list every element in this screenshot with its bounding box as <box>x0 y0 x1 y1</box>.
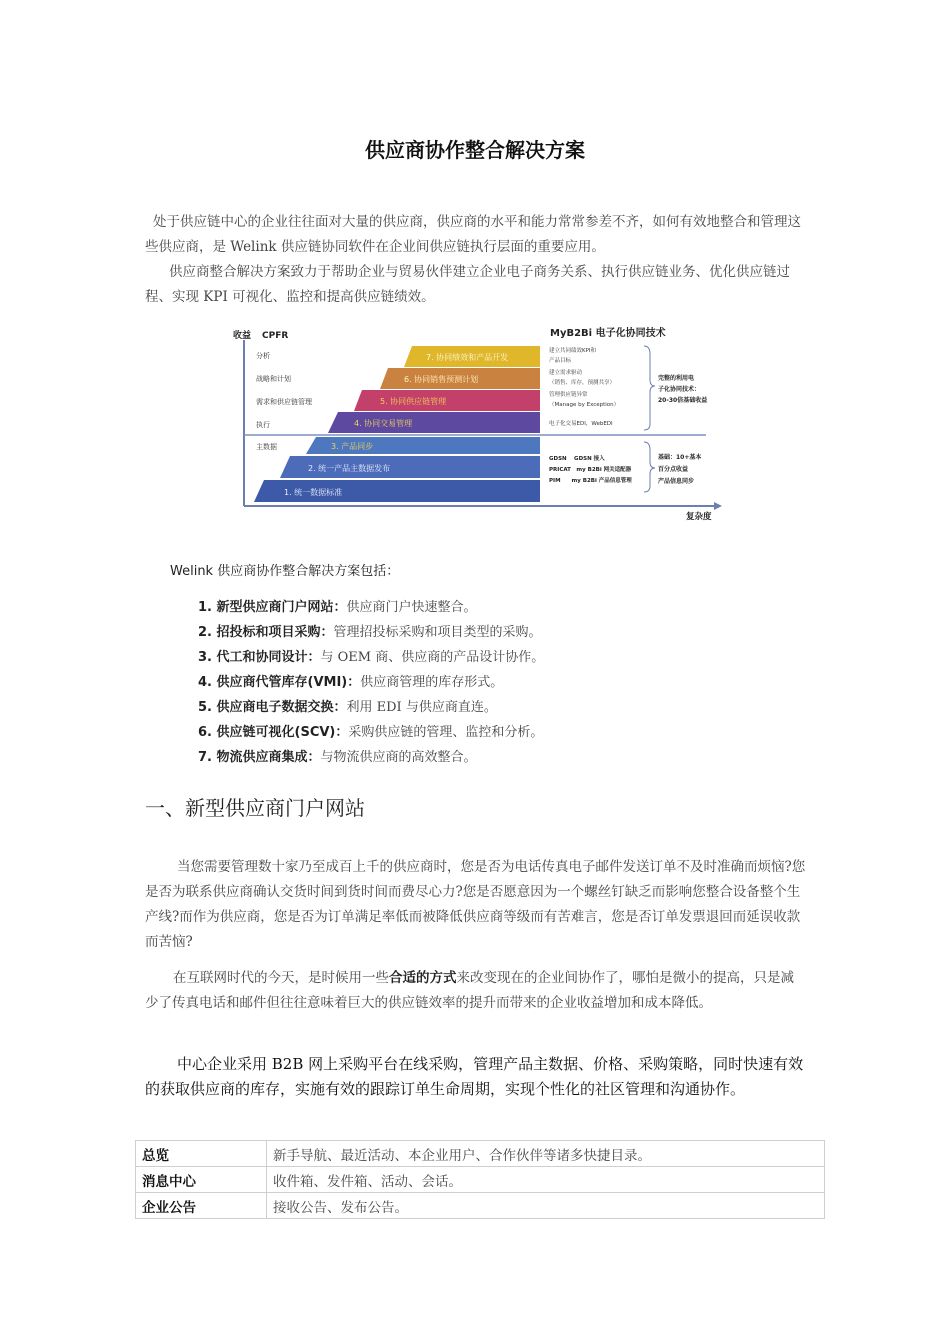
level-label: 主数据 <box>256 443 277 451</box>
upper-summary: 子化协同技术： <box>658 386 701 393</box>
section-heading: 一、新型供应商门户网站 <box>145 796 365 820</box>
upper-note: （销售、库存，预测共享） <box>549 380 616 386</box>
page-title: 供应商协作整合解决方案 <box>365 138 585 162</box>
level-label: 需求和供应链管理 <box>256 398 312 406</box>
step-1-label: 1. 统一数据标准 <box>284 488 343 497</box>
step-6-label: 6. 协同销售预测计划 <box>404 375 479 384</box>
p2-bold-text: 合适的方式 <box>389 970 457 986</box>
table-row-value: 接收公告、发布公告。 <box>267 1193 825 1219</box>
list-item <box>198 745 544 770</box>
lower-note: GDSN GDSN 接入 <box>549 456 605 462</box>
list-item-desc: 供应商管理的库存形式。 <box>360 675 504 690</box>
lower-summary: 百分点收益 <box>658 466 689 473</box>
upper-note: 电子化交易EDI，WebEDI <box>549 421 613 427</box>
lower-note: PRICAT my B2Bi 网关适配器 <box>549 467 632 473</box>
section-paragraph-1: 当您需要管理数十家乃至成百上千的供应商时，您是否为电话传真电子邮件发送订单不及时准确而烦恼?您是否为联系供应商确认交货时间到货时间而费尽心力?您是否愿意因为一个螺丝钉缺乏而影响您整合设备整个生产线?而作为供应商，您是否为订单满足率低而被降低供应商等级而有苦难言，您是否订单发票退回而延误收款而苦恼? <box>145 859 806 950</box>
upper-summary: 20-30倍基础收益 <box>658 397 708 404</box>
list-item-desc: 采购供应链的管理、监控和分析。 <box>348 725 544 740</box>
myb2bi-staircase-diagram <box>228 320 728 525</box>
table-row <box>136 1193 825 1219</box>
table-row <box>136 1141 825 1167</box>
list-item-key: 3. 代工和协同设计： <box>198 650 321 665</box>
table-row <box>136 1167 825 1193</box>
p2-text-before: 在互联网时代的今天，是时候用一些 <box>173 970 389 986</box>
list-item-key: 1. 新型供应商门户网站： <box>198 600 347 615</box>
list-item-desc: 与物流供应商的高效整合。 <box>320 750 477 765</box>
list-item <box>198 720 544 745</box>
lower-summary: 基础：10+基本 <box>658 454 702 461</box>
x-axis-label: 复杂度 <box>686 512 712 522</box>
step-7-label: 7. 协同绩效和产品开发 <box>426 353 509 362</box>
section-paragraph-3: 中心企业采用 B2B 网上采购平台在线采购，管理产品主数据、价格、采购策略，同时快速有效的获取供应商的库存，实施有效的跟踪订单生命周期，实现个性化的社区管理和沟通协作。 <box>145 1055 804 1098</box>
x-axis-arrow <box>714 502 722 510</box>
step-4-label: 4. 协同交易管理 <box>354 419 413 428</box>
list-item-desc: 利用 EDI 与供应商直连。 <box>346 700 497 715</box>
y-axis-label: 收益 <box>233 331 252 341</box>
lower-note: PIM my B2Bi 产品信息管理 <box>549 478 632 484</box>
list-item <box>198 595 544 620</box>
step-3-label: 3. 产品同步 <box>331 442 374 451</box>
list-item <box>198 620 544 645</box>
feature-table <box>135 1140 825 1219</box>
upper-note: 建立需求驱动 <box>549 370 583 376</box>
upper-note: 建立共同绩效KPI和 <box>549 348 597 354</box>
table-row-header: 总览 <box>136 1141 267 1167</box>
list-item <box>198 670 544 695</box>
list-item <box>198 695 544 720</box>
list-item-key: 7. 物流供应商集成： <box>198 750 321 765</box>
upper-summary: 完整的利用电 <box>658 375 695 382</box>
table-row-value: 收件箱、发件箱、活动、会话。 <box>267 1167 825 1193</box>
figure-title: MyB2Bi 电子化协同技术 <box>550 328 666 339</box>
step-2-label: 2. 统一产品主数据发布 <box>308 464 391 473</box>
step-5-label: 5. 协同供应链管理 <box>380 397 447 406</box>
lower-brace <box>644 442 655 492</box>
y-axis-sub-label: CPFR <box>262 331 289 341</box>
list-item-key: 6. 供应链可视化(SCV)： <box>198 725 349 740</box>
upper-brace <box>644 346 655 430</box>
includes-label: Welink 供应商协作整合解决方案包括： <box>170 564 400 579</box>
list-item-desc: 供应商门户快速整合。 <box>346 600 477 615</box>
feature-list <box>198 595 544 770</box>
list-item <box>198 645 544 670</box>
table-row-value: 新手导航、最近活动、本企业用户、合作伙伴等诸多快捷目录。 <box>267 1141 825 1167</box>
section-paragraph-2 <box>145 966 807 1016</box>
list-item-desc: 管理招投标采购和项目类型的采购。 <box>333 625 542 640</box>
table-row-header: 消息中心 <box>136 1167 267 1193</box>
lower-summary: 产品信息同步 <box>658 478 695 485</box>
level-label: 战略和计划 <box>256 375 291 383</box>
list-item-key: 5. 供应商电子数据交换： <box>198 700 347 715</box>
level-label: 分析 <box>256 352 270 360</box>
intro-paragraph-2: 供应商整合解决方案致力于帮助企业与贸易伙伴建立企业电子商务关系、执行供应链业务、优化供应链过程、实现 KPI 可视化、监控和提高供应链绩效。 <box>145 264 790 305</box>
upper-note: 产品目标 <box>549 358 572 364</box>
p2-text-after: 来改变现在的企业间协作了，哪怕是微小的提高，只是减少了传真电话和邮件但往往意味着巨大的供应链效率的提升而带来的企业收益增加和成本降低。 <box>145 970 794 1011</box>
upper-note: 管理供应链异常 <box>549 392 588 398</box>
list-item-key: 2. 招投标和项目采购： <box>198 625 334 640</box>
list-item-key: 4. 供应商代管库存(VMI)： <box>198 675 361 690</box>
list-item-desc: 与 OEM 商、供应商的产品设计协作。 <box>320 650 545 665</box>
upper-note: （Manage by Exception） <box>549 402 620 408</box>
table-row-header: 企业公告 <box>136 1193 267 1219</box>
level-label: 执行 <box>256 421 270 429</box>
intro-paragraph-1: 处于供应链中心的企业往往面对大量的供应商，供应商的水平和能力常常参差不齐，如何有效地整合和管理这些供应商，是 Welink 供应链协同软件在企业间供应链执行层面的重要应用。 <box>145 214 801 255</box>
